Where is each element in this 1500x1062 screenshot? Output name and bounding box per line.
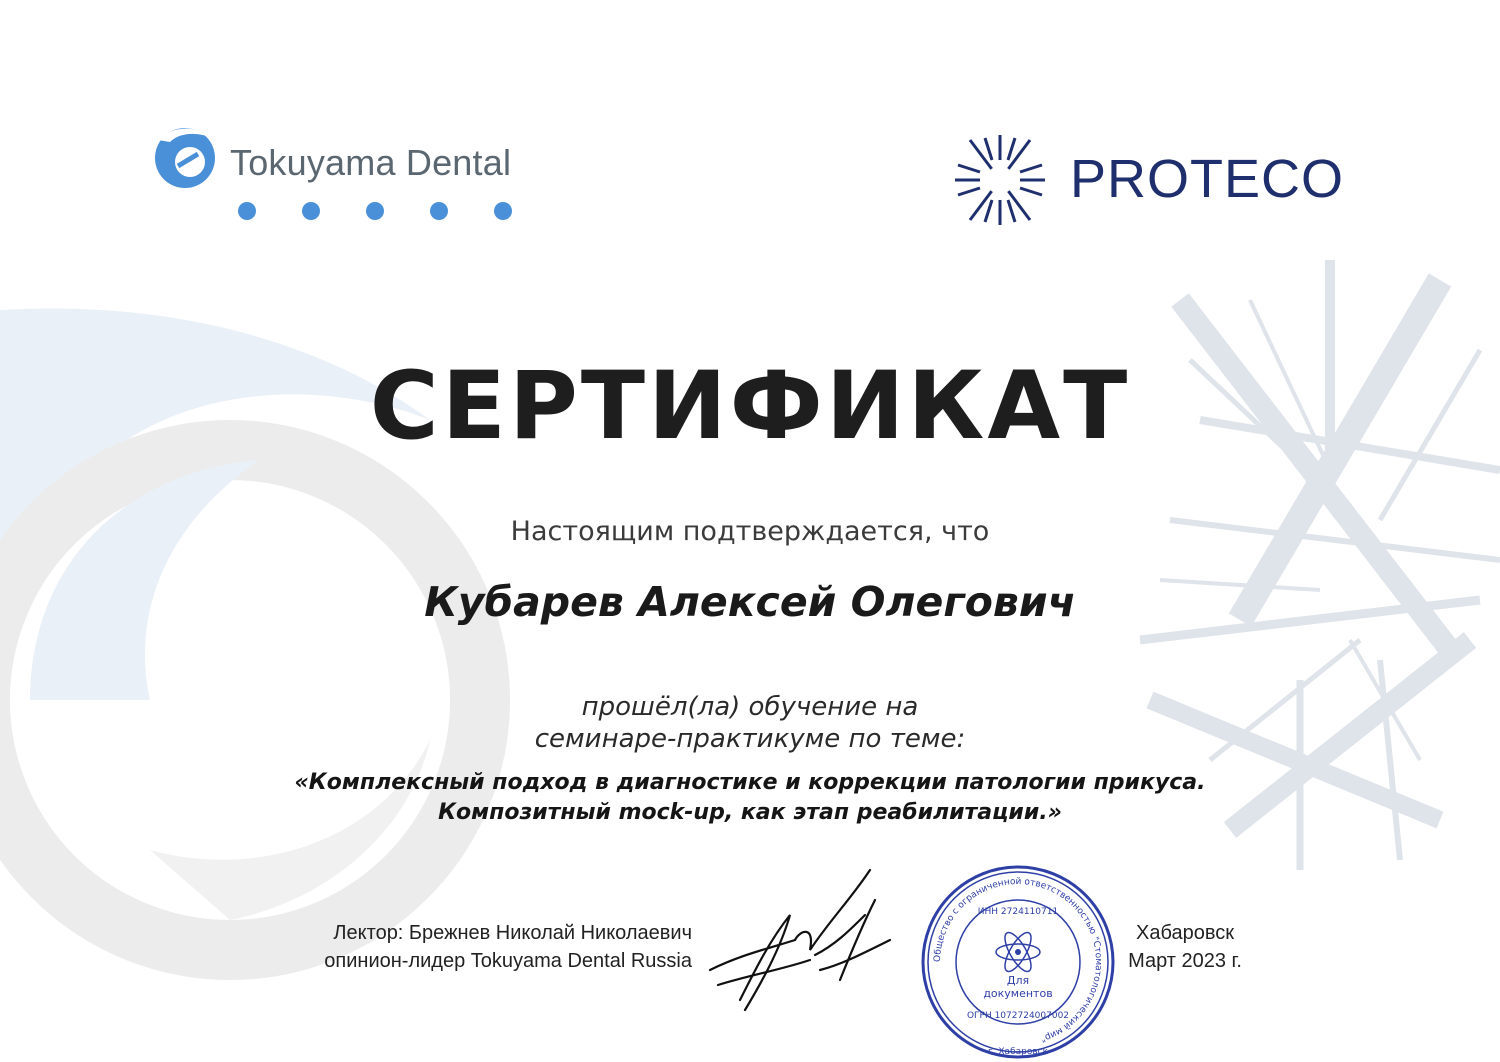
training-text-line1: прошёл(ла) обучение на xyxy=(581,692,919,722)
svg-text:ИНН 2724110711: ИНН 2724110711 xyxy=(977,907,1059,917)
dot-icon xyxy=(238,202,256,220)
seminar-topic-line1: «Комплексный подход в диагностике и коррекции патологии прикуса. xyxy=(294,770,1206,795)
company-stamp xyxy=(918,862,1118,1062)
svg-text:Общество с ограниченной ответс: Общество с ограниченной ответственностью "Стоматологический мир" xyxy=(932,876,1104,1044)
tokuyama-dots xyxy=(238,202,512,220)
lecturer-name: Лектор: Брежнев Николай Николаевич xyxy=(333,922,692,944)
proteco-starburst-icon xyxy=(950,130,1050,230)
dot-icon xyxy=(430,202,448,220)
tokuyama-logo-text: Tokuyama Dental xyxy=(230,142,512,183)
recipient-name: Кубарев Алексей Олегович xyxy=(424,578,1076,626)
signature-icon xyxy=(700,860,910,1020)
city-text: Хабаровск xyxy=(1136,922,1234,944)
seminar-topic-line2: Композитный mock-up, как этап реабилитации.» xyxy=(438,800,1062,825)
dot-icon xyxy=(302,202,320,220)
tokuyama-swirl-icon xyxy=(150,120,220,190)
date-text: Март 2023 г. xyxy=(1128,950,1242,972)
dot-icon xyxy=(494,202,512,220)
lecturer-role: опинион-лидер Tokuyama Dental Russia xyxy=(324,950,692,972)
training-text-line2: семинаре-практикуме по теме: xyxy=(534,724,966,754)
svg-text:ОГРН 1072724007002: ОГРН 1072724007002 xyxy=(966,1011,1070,1021)
proteco-logo-text: PROTECO xyxy=(1070,149,1345,209)
certificate-title: СЕРТИФИКАТ xyxy=(369,352,1131,461)
confirmation-text: Настоящим подтверждается, что xyxy=(510,516,990,547)
svg-text:г. Хабаровск: г. Хабаровск xyxy=(987,1047,1049,1057)
dot-icon xyxy=(366,202,384,220)
svg-text:документов: документов xyxy=(983,987,1053,1000)
svg-text:Для: Для xyxy=(1006,974,1030,987)
